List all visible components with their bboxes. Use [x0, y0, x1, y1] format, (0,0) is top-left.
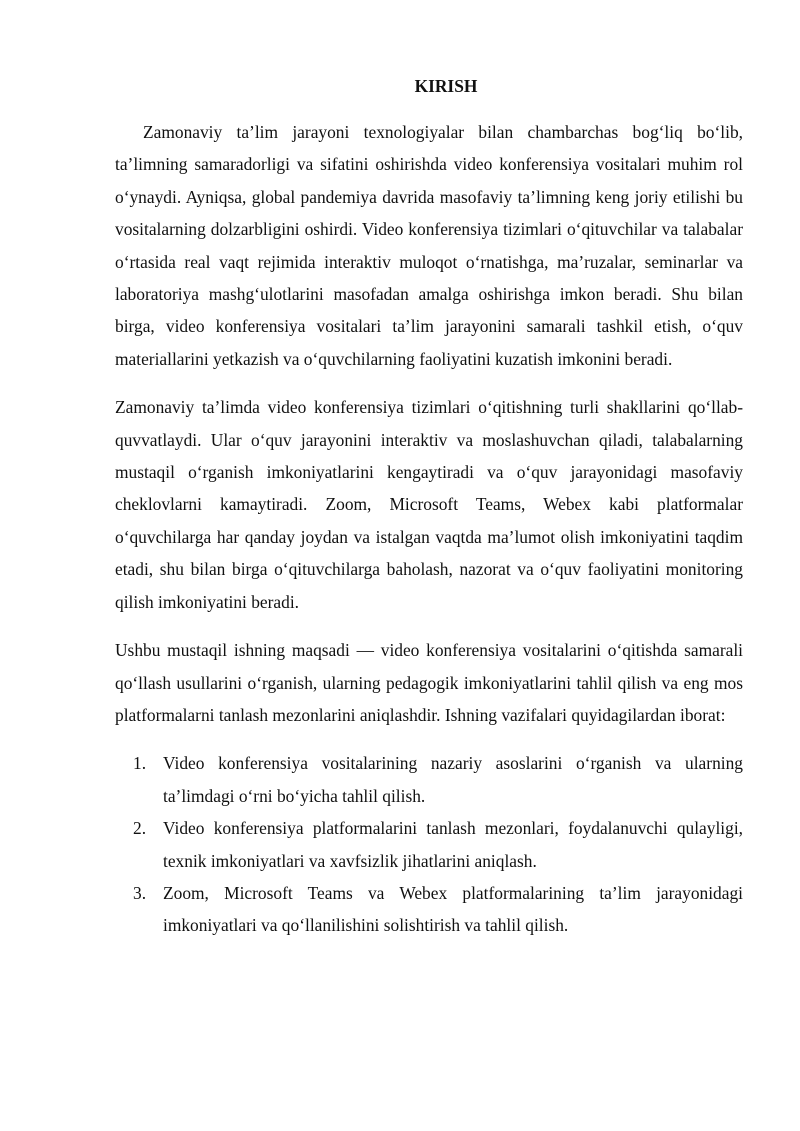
list-item-number: 3. [133, 882, 147, 903]
list-item [115, 877, 743, 942]
paragraph-intro: Zamonaviy ta’lim jarayoni texnologiyalar bilan chambarchas bog‘liq bo‘lib, ta’limning samaradorligi va sifatini oshirishda video konferensiya vositalari muhim rol o‘ynaydi. Ayniqsa, global pandemiya davrida masofaviy ta’limning keng joriy etilishi bu vositalarning dolzarbligini oshirdi. Video konferensiya tizimlari o‘qituvchilar va talabalar o‘rtasida real vaqt rejimida interaktiv muloqot o‘rnatishga, ma’ruzalar, seminarlar va laboratoriya mashg‘ulotlarini masofadan amalga oshirishga imkon beradi. Shu bilan birga, video konferensiya vositalari ta’lim jarayonini samarali tashkil etish, o‘quv materiallarini yetkazish va o‘quvchilarning faoliyatini kuzatish imkonini beradi. [115, 122, 743, 369]
paragraph-platforms: Zamonaviy ta’limda video konferensiya tizimlari o‘qitishning turli shakllarini qo‘llab-quvvatlaydi. Ular o‘quv jarayonini interaktiv va moslashuvchan qiladi, talabalarning mustaqil o‘rganish imkoniyatlarini kengaytiradi va o‘quv jarayonidagi masofaviy cheklovlarni kamaytiradi. Zoom, Microsoft Teams, Webex kabi platformalar o‘quvchilarga har qanday joydan va istalgan vaqtda ma’lumot olish imkoniyatini taqdim etadi, shu bilan birga o‘qituvchilarga baholash, nazorat va o‘quv faoliyatini monitoring qilish imkoniyatini beradi. [115, 397, 743, 612]
list-item-text: Video konferensiya vositalarining nazariy asoslarini o‘rganish va ularning ta’limdagi o‘rni bo‘yicha tahlil qilish. [163, 753, 743, 806]
task-list [115, 747, 743, 941]
list-item [115, 747, 743, 812]
list-item [115, 812, 743, 877]
paragraph-goal: Ushbu mustaqil ishning maqsadi — video konferensiya vositalarini o‘qitishda samarali qo‘llash usullarini o‘rganish, ularning pedagogik imkoniyatlarini tahlil qilish va eng mos platformalarni tanlash mezonlarini aniqlashdir. Ishning vazifalari quyidagilardan iborat: [115, 640, 743, 725]
list-item-number: 2. [133, 818, 147, 839]
list-item-text: Video konferensiya platformalarini tanlash mezonlari, foydalanuvchi qulayligi, texnik imkoniyatlari va xavfsizlik jihatlarini aniqlash. [163, 818, 743, 871]
list-item-number: 1. [133, 753, 147, 774]
list-item-text: Zoom, Microsoft Teams va Webex platformalarining ta’lim jarayonidagi imkoniyatlari va qo‘llanilishini solishtirish va tahlil qilish. [163, 882, 743, 936]
section-title: KIRISH [414, 76, 478, 96]
